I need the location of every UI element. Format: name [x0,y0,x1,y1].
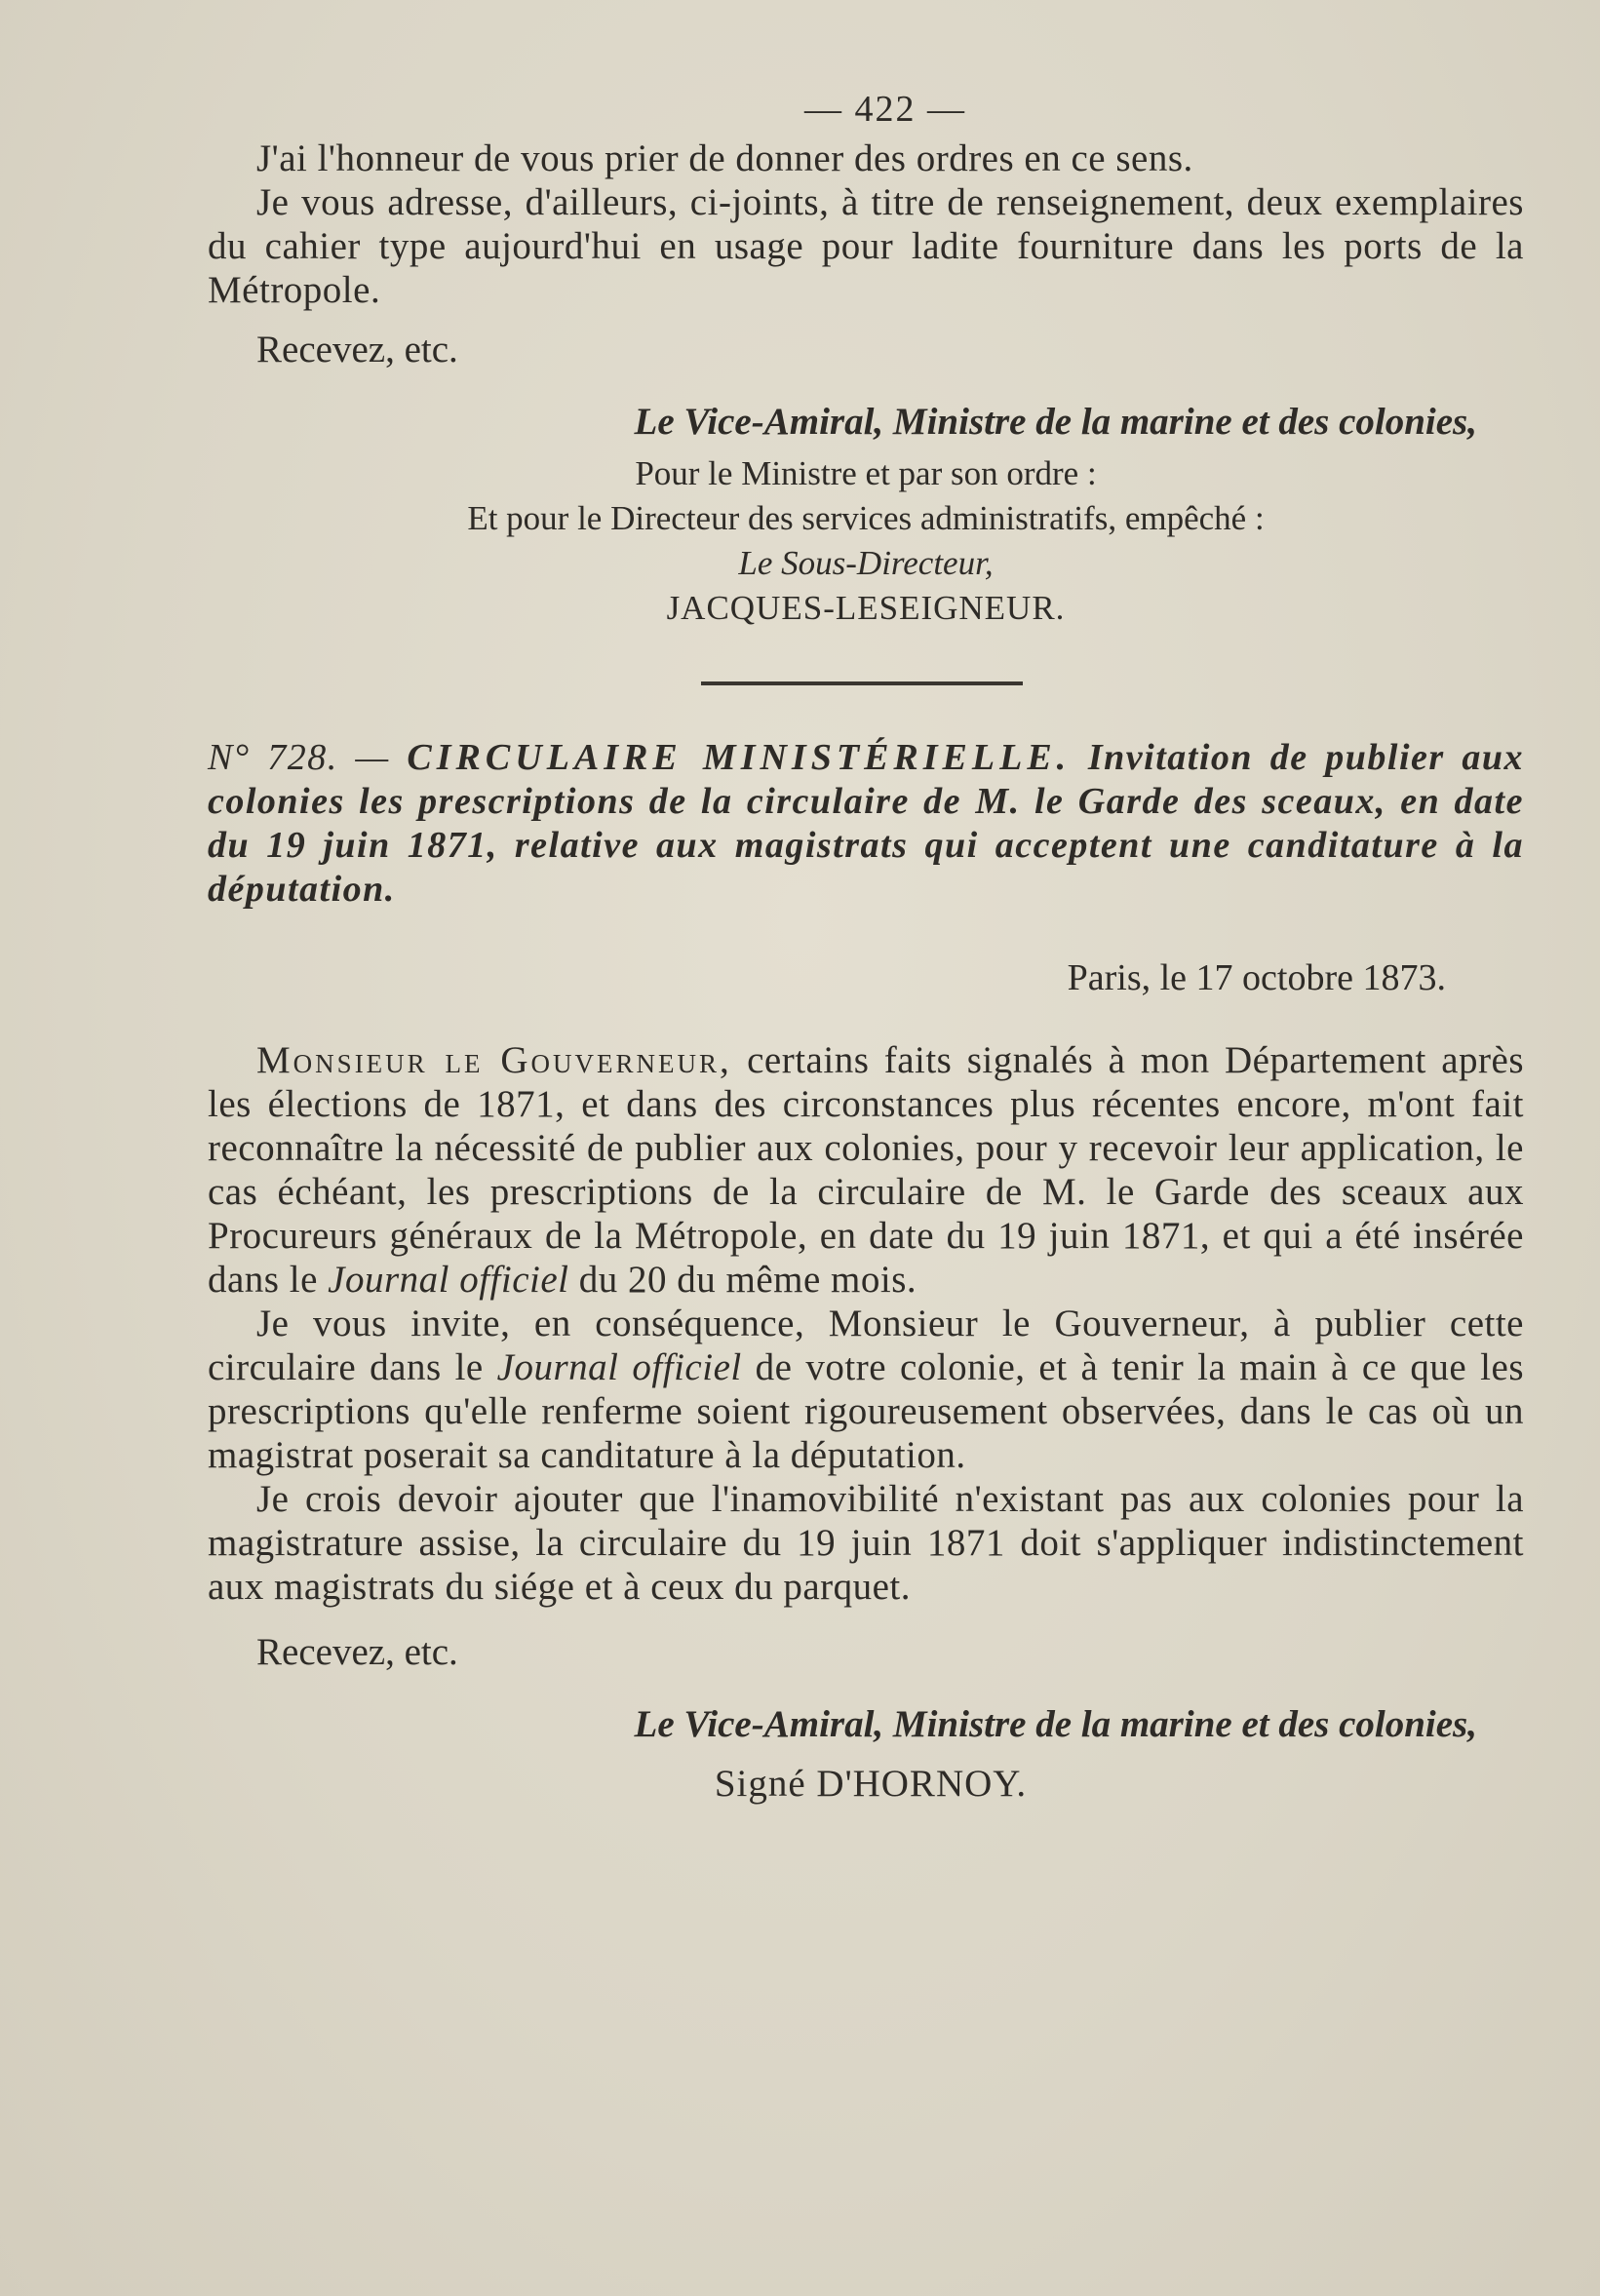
circular-paragraph-3: Je crois devoir ajouter que l'inamovibilité n'existant pas aux colonies pour la magistrature assise, la circulaire du 19 juin 1871 doit s'appliquer indistinctement aux magistrats du siége et à ceux du parquet. [208,1478,1524,1608]
letter1-subtitle: Le Sous-Directeur, [738,544,994,582]
circular-opening: Monsieur le Gouverneur, [256,1039,732,1081]
section-divider [701,681,1023,685]
circular-heading [208,736,1524,912]
circular-p2-text-end: de votre colonie, et à tenir la main à ce que les prescriptions qu'elle renferme soient rigoureusement observées, dans le cas où un magistrat poserait sa canditature à la députation. [208,1346,1525,1476]
circular-p1-text-end: du 20 du même mois. [578,1259,917,1301]
letter1-salutation: Recevez, etc. [256,329,458,370]
letter1-paragraph-2: Je vous adresse, d'ailleurs, ci-joints, à titre de renseignement, deux exemplaires du cahier type aujourd'hui en usage pour ladite fourniture dans les ports de la Métropole. [208,181,1524,311]
journal-officiel-ref-1: Journal officiel [328,1259,569,1301]
circular-subject: Invitation de publier aux colonies les prescriptions de la circulaire de M. le Garde des sceaux, en date du 19 juin 1871, relative aux magistrats qui acceptent une canditature à la députation. [208,737,1525,910]
circular-p1-text: certains faits signalés à mon Département après les élections de 1871, et dans des circonstances plus récentes encore, m'ont fait reconnaître la nécessité de publier aux colonies, pour y recevoir leur application, le cas échéant, les prescriptions de la circulaire de M. le Garde des sceaux aux Procureurs généraux de la Métropole, en date du 19 juin 1871, et qui a été insérée dans le [208,1039,1525,1301]
letter1-signature: JACQUES-LESEIGNEUR. [666,589,1066,627]
circular-type: CIRCULAIRE MINISTÉRIELLE. [407,737,1072,778]
circular-paragraph-1 [208,1038,1524,1302]
letter1-delegation-line-2: Et pour le Directeur des services administratifs, empêché : [467,499,1265,537]
page-number: — 422 — [804,89,966,130]
circular-signature: Signé D'HORNOY. [714,1763,1028,1805]
circular-salutation: Recevez, etc. [256,1631,458,1673]
letter1-delegation-line-1: Pour le Ministre et par son ordre : [635,454,1097,492]
circular-paragraph-2 [208,1302,1524,1477]
circular-signatory-title: Le Vice-Amiral, Ministre de la marine et des colonies, [634,1703,1477,1745]
circular-p2-text: Je vous invite, en conséquence, Monsieur le Gouverneur, à publier cette circulaire dans le [208,1303,1524,1388]
text-column [208,88,1524,1806]
circular-dateline: Paris, le 17 octobre 1873. [1067,957,1446,998]
letter1-paragraph-1: J'ai l'honneur de vous prier de donner des ordres en ce sens. [256,137,1193,179]
circular-number: N° 728. — [208,737,390,778]
journal-officiel-ref-2: Journal officiel [496,1346,742,1388]
letter1-signatory-title: Le Vice-Amiral, Ministre de la marine et des colonies, [634,401,1477,443]
